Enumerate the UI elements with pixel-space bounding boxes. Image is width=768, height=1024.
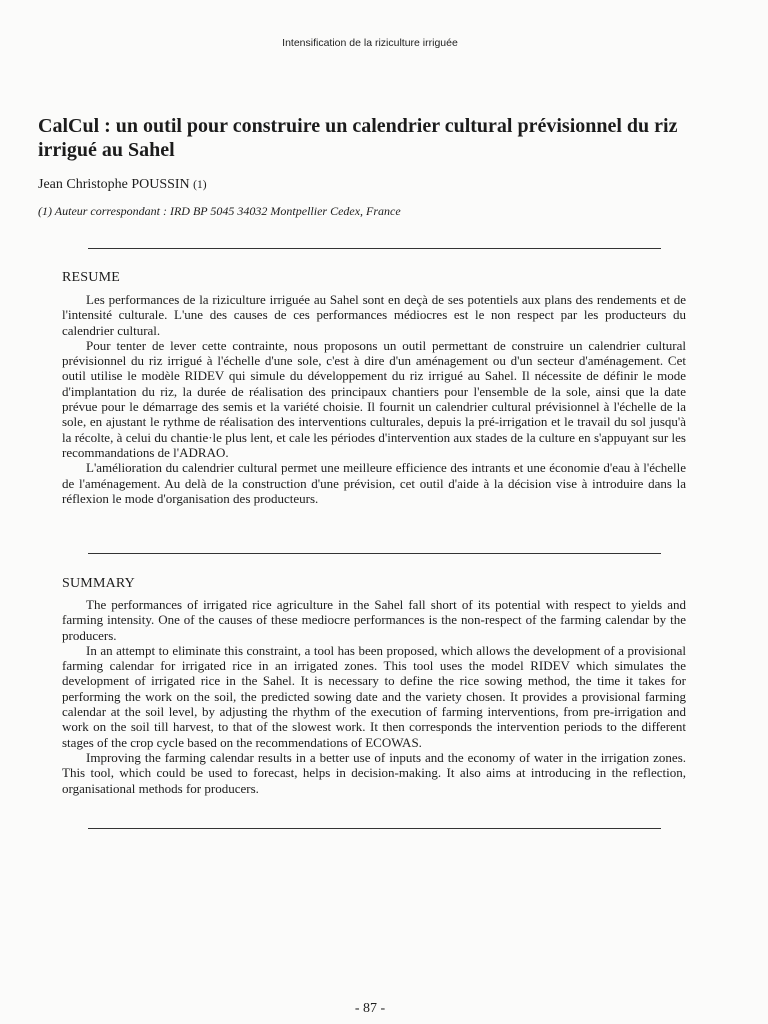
summary-body — [62, 597, 686, 796]
resume-paragraph: L'amélioration du calendrier cultural permet une meilleure efficience des intrants et une économie d'eau à l'échelle de l'aménagement. Au delà de la construction d'une prévision, cet outil d'aide à la décision vise à introduire dans la réflexion le mode d'organisation des producteurs. — [62, 460, 686, 506]
summary-paragraph: In an attempt to eliminate this constraint, a tool has been proposed, which allows the development of a provisional farming calendar for irrigated rice in an irrigated zones. This tool uses the model RIDEV which simulates the development of irrigated rice in the Sahel. It is necessary to define the rice sowing method, the time it takes for performing the work on the soil, the predicted sowing date and the variety chosen. It provides a provisional farming calendar at the soil level, by adjusting the rhythm of the execution of farming interventions, from pre-irrigation and work on the soil till harvest, to that of the slowest work. It then corresponds the intervention periods to the different stages of the crop cycle based on the recommendations of ECOWAS. — [62, 642, 686, 750]
divider-top — [88, 248, 661, 249]
running-header: Intensification de la riziculture irriguée — [282, 37, 458, 49]
resume-paragraph: Pour tenter de lever cette contrainte, nous proposons un outil permettant de construire un calendrier cultural prévisionnel du riz irrigué à l'échelle d'une sole, c'est à dire d'un aménagement ou d'un secteur d'aménagement. Cet outil utilise le modèle RIDEV qui simule du développement du riz irrigué au Sahel. Il nécessite de définir le mode d'implantation du riz, la durée de réalisation des principaux chantiers pour l'ensemble de la sole, ainsi que la date prévue pour le démarrage des semis et la variété choisie. Il fournit un calendrier cultural prévisionnel à l'échelle de la sole, en ajustant le rythme de réalisation des interventions culturales, depuis la pré-irrigation et le travail du sol jusqu'à la récolte, à celui du chantie·le plus lent, et cale les périodes d'intervention aux stades de la culture en s'appuyant sur les recommandations de l'ADRAO. — [62, 337, 686, 460]
resume-heading: RESUME — [62, 270, 120, 285]
divider-bottom — [88, 828, 661, 829]
resume-paragraph: Les performances de la riziculture irriguée au Sahel sont en deçà de ses potentiels aux plans des rendements et de l'intensité culturale. L'une des causes de ces performances médiocres est le non respect par les producteurs du calendrier cultural. — [62, 292, 686, 338]
summary-paragraph: Improving the farming calendar results in a better use of inputs and the economy of water in the irrigation zones. This tool, which could be used to forecast, helps in decision-making. It also aims at introducing in the reflection, organisational methods for producers. — [62, 749, 686, 796]
author-name: Jean Christophe POUSSIN — [38, 177, 190, 192]
author-affiliation: (1) Auteur correspondant : IRD BP 5045 34032 Montpellier Cedex, France — [38, 204, 401, 218]
article-title: CalCul : un outil pour construire un calendrier cultural prévisionnel du riz irrigué au Sahel — [38, 115, 678, 161]
author-line — [38, 177, 207, 193]
divider-middle — [88, 553, 661, 554]
summary-heading: SUMMARY — [62, 576, 135, 591]
summary-paragraph: The performances of irrigated rice agriculture in the Sahel fall short of its potential with respect to yields and farming intensity. One of the causes of these mediocre performances is the non-respect of the farming calendar by the producers. — [62, 597, 686, 643]
author-mark: (1) — [193, 179, 207, 191]
page-number: - 87 - — [354, 1001, 386, 1016]
resume-body — [62, 292, 686, 506]
